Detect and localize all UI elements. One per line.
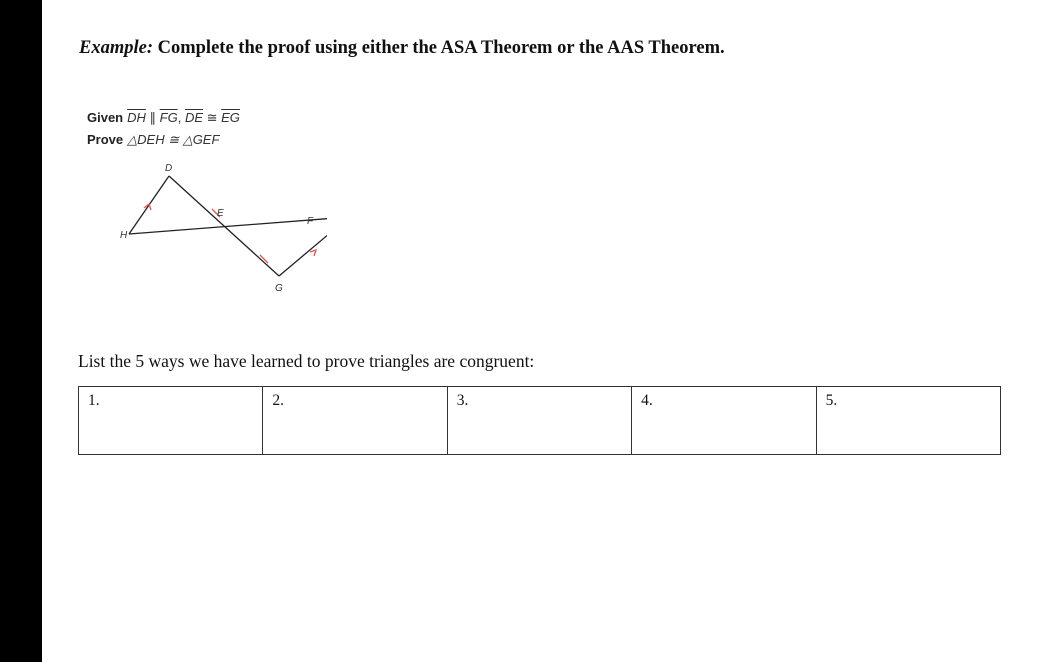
example-heading-lead: Example: [79, 38, 153, 58]
table-cell-2[interactable]: 2. [263, 387, 447, 455]
congruence-methods-table [78, 386, 1001, 455]
arrow-fg [310, 250, 316, 256]
prove-label: Prove [87, 132, 124, 147]
given-statement [87, 110, 240, 126]
segment-hf-line [129, 217, 327, 234]
example-heading-text: Complete the proof using either the ASA Theorem or the AAS Theorem. [153, 38, 725, 58]
prove-statement [87, 132, 219, 148]
vertex-label-h: H [120, 230, 128, 241]
segment-fg: $\overline{FG}$ [159, 110, 178, 125]
prove-text: △DEH ≅ △GEF [127, 132, 220, 147]
segment-dh: $\overline{DH}$ [127, 110, 146, 125]
table-cell-3[interactable]: 3. [447, 387, 631, 455]
vertex-label-d: D [165, 163, 173, 174]
list-prompt: List the 5 ways we have learned to prove triangles are congruent: [78, 351, 535, 371]
given-comma: , [177, 110, 185, 125]
table-cell-4[interactable]: 4. [632, 387, 816, 455]
vertex-label-f: F [307, 216, 314, 227]
document-page [42, 0, 1047, 662]
vertex-label-g: G [275, 283, 283, 294]
triangles-diagram [117, 158, 327, 298]
segment-fg-line [279, 217, 327, 276]
triangle-outlines [129, 176, 327, 276]
parallel-symbol: ∥ [145, 110, 160, 125]
segment-eg: $\overline{EG}$ [221, 110, 240, 125]
segment-dg-line [169, 176, 279, 276]
table-cell-1[interactable]: 1. [79, 387, 263, 455]
vertex-label-e: E [217, 208, 224, 219]
given-label: Given [87, 110, 124, 125]
table-row [79, 387, 1001, 455]
parallel-arrow-marks [144, 204, 316, 256]
congruent-symbol: ≅ [203, 110, 222, 125]
table-cell-5[interactable]: 5. [816, 387, 1000, 455]
example-heading [79, 38, 725, 59]
segment-de: $\overline{DE}$ [184, 110, 203, 125]
